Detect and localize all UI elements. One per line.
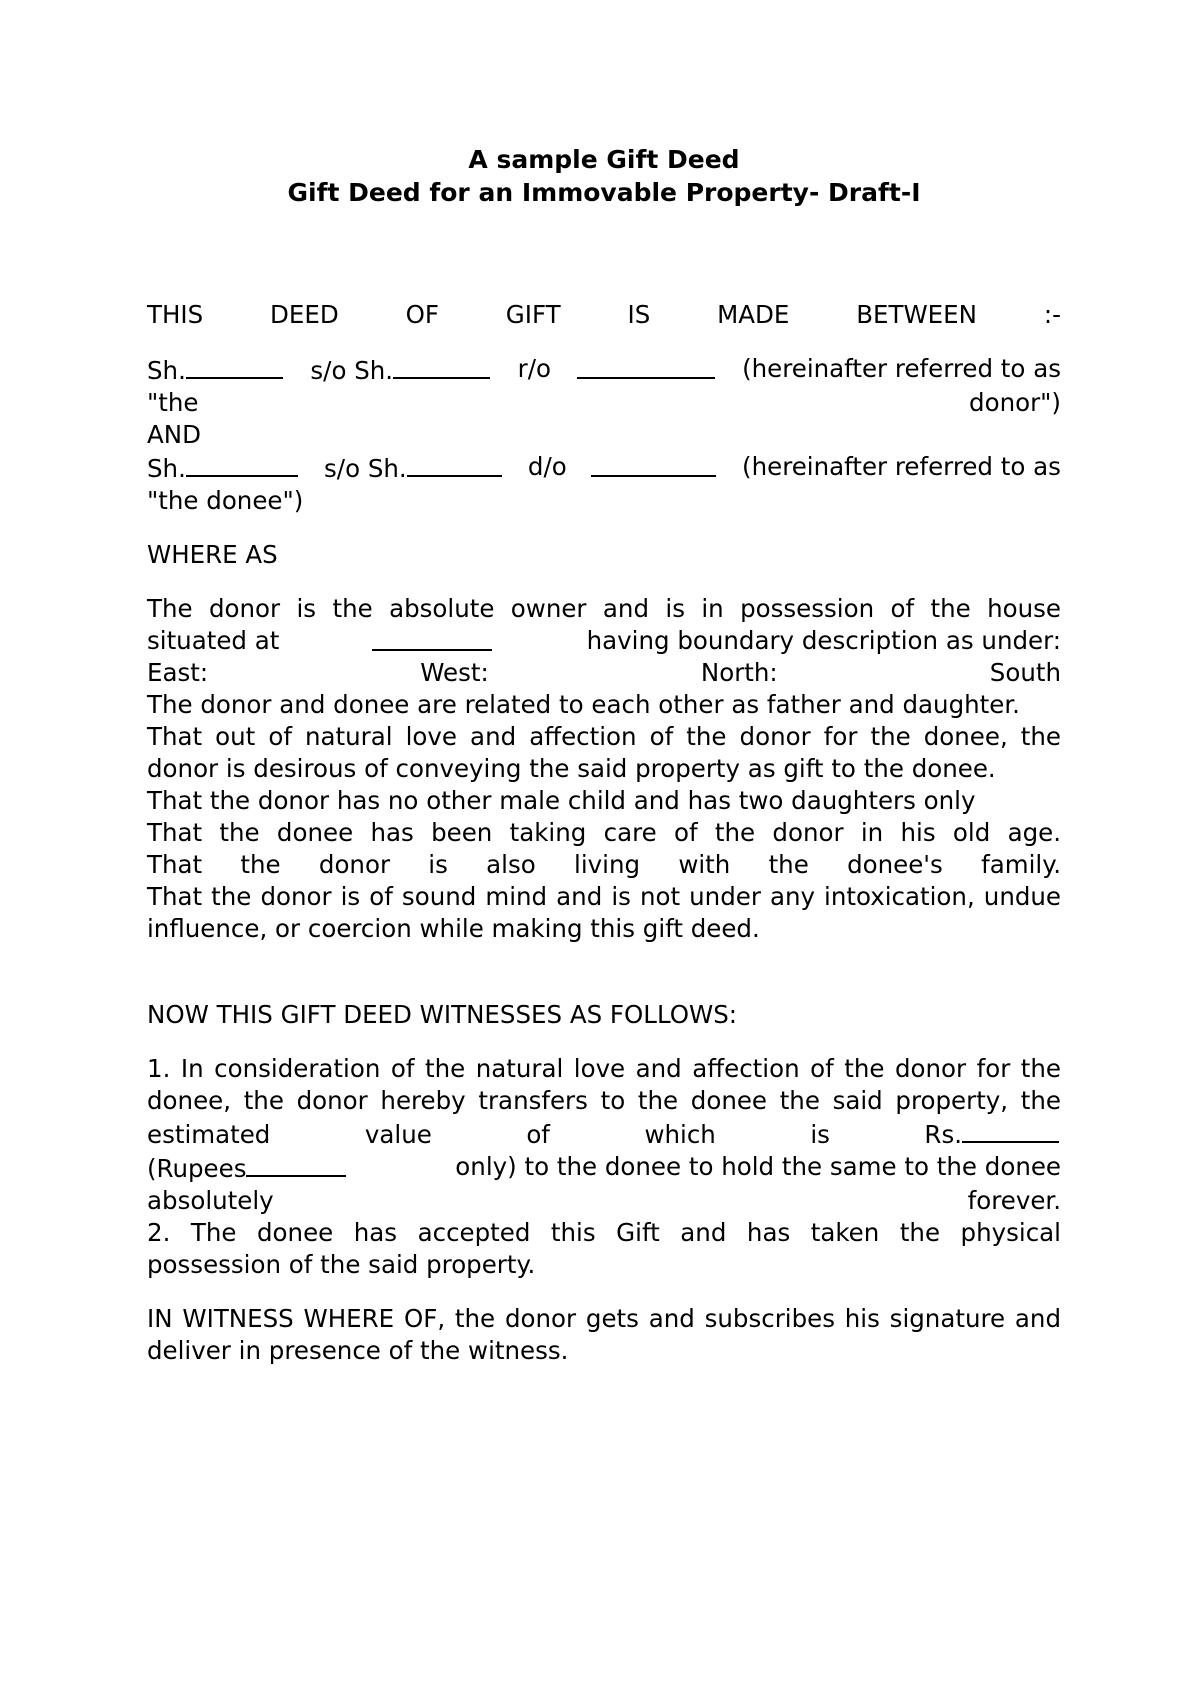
and-label: AND xyxy=(147,420,201,449)
donee-close: "the donee") xyxy=(147,486,304,515)
donee-sh-label: Sh. xyxy=(147,454,186,483)
clause-1-end-line xyxy=(147,1185,1061,1217)
absolutely-text: absolutely xyxy=(147,1186,274,1215)
recital-living: That the donor is also living with the donee's family. xyxy=(147,850,1061,879)
donee-so-label: s/o Sh. xyxy=(324,454,407,483)
donor-line xyxy=(147,353,1061,387)
donee-ref-text: (hereinafter referred to as xyxy=(742,452,1061,481)
recital-relation: The donor and donee are related to each other as father and daughter. xyxy=(147,690,1020,719)
document-title: A sample Gift Deed xyxy=(468,145,740,174)
witnesses-heading: NOW THIS GIFT DEED WITNESSES AS FOLLOWS: xyxy=(147,1000,738,1029)
recital-affection: That out of natural love and affection of the donor for the donee, the donor is desirous of conveying the said property as gift to the donee. xyxy=(147,722,1061,783)
donor-name-blank xyxy=(186,353,283,379)
donor-block xyxy=(147,353,1061,517)
recitals-block xyxy=(147,593,1061,945)
whereas-label: WHERE AS xyxy=(147,540,278,569)
forever-text: forever. xyxy=(967,1186,1061,1215)
opening-word: :- xyxy=(1043,300,1061,329)
opening-line xyxy=(147,299,1061,331)
boundary-west: West: xyxy=(420,658,489,687)
document-page xyxy=(147,143,1061,1367)
closing-witness: IN WITNESS WHERE OF, the donor gets and subscribes his signature and deliver in presence of the witness. xyxy=(147,1304,1061,1365)
opening-word: BETWEEN xyxy=(856,300,977,329)
donee-do-label: d/o xyxy=(527,452,567,481)
value-blank xyxy=(962,1117,1059,1143)
recital-situated-line xyxy=(147,625,1061,657)
boundary-text: having boundary description as under: xyxy=(586,626,1061,655)
donor-the-text: "the xyxy=(147,388,199,417)
donee-name-blank xyxy=(186,451,298,477)
donor-line-2 xyxy=(147,387,1061,419)
donor-father-blank xyxy=(393,353,490,379)
clauses-block xyxy=(147,1053,1061,1281)
donor-close-text: donor") xyxy=(969,388,1061,417)
boundary-directions xyxy=(147,657,1061,689)
recital-children: That the donor has no other male child and has two daughters only xyxy=(147,786,976,815)
recital-care: That the donee has been taking care of the donor in his old age. xyxy=(147,818,1061,847)
opening-word: THIS xyxy=(147,300,204,329)
donor-ro-label: r/o xyxy=(517,354,551,383)
clause-1-rupees-line xyxy=(147,1151,1061,1185)
clause-1 xyxy=(147,1053,1061,1151)
clause-1-hold-text: only) to the donee to hold the same to the donee xyxy=(455,1152,1061,1181)
document-subtitle: Gift Deed for an Immovable Property- Draft-I xyxy=(287,178,921,207)
recital-sound-mind: That the donor is of sound mind and is not under any intoxication, undue influence, or coercion while making this gift deed. xyxy=(147,882,1061,943)
opening-word: OF xyxy=(405,300,439,329)
boundary-north: North: xyxy=(700,658,778,687)
boundary-south: South xyxy=(989,658,1061,687)
clause-1-text: 1. In consideration of the natural love and affection of the donor for the donee, the donor hereby transfers to the donee the said property, the estimated value of which is Rs. xyxy=(147,1054,1061,1149)
opening-word: GIFT xyxy=(505,300,561,329)
donor-so-label: s/o Sh. xyxy=(310,356,394,385)
donee-line xyxy=(147,451,1061,485)
donor-ref-text: (hereinafter referred to as xyxy=(742,354,1061,383)
clause-2: 2. The donee has accepted this Gift and has taken the physical possession of the said property. xyxy=(147,1218,1061,1279)
opening-word: DEED xyxy=(270,300,339,329)
donor-residence-blank xyxy=(577,353,715,379)
recital-line: The donor is the absolute owner and is in possession of the house xyxy=(147,594,1061,623)
donee-father-blank xyxy=(407,451,502,477)
rupees-words-blank xyxy=(246,1151,346,1177)
donor-sh-label: Sh. xyxy=(147,356,186,385)
rupees-label: (Rupees xyxy=(147,1154,247,1183)
situated-label: situated at xyxy=(147,626,280,655)
opening-word: IS xyxy=(627,300,651,329)
opening-word: MADE xyxy=(717,300,790,329)
house-location-blank xyxy=(372,625,492,651)
boundary-east: East: xyxy=(147,658,209,687)
donee-daughter-blank xyxy=(591,451,716,477)
